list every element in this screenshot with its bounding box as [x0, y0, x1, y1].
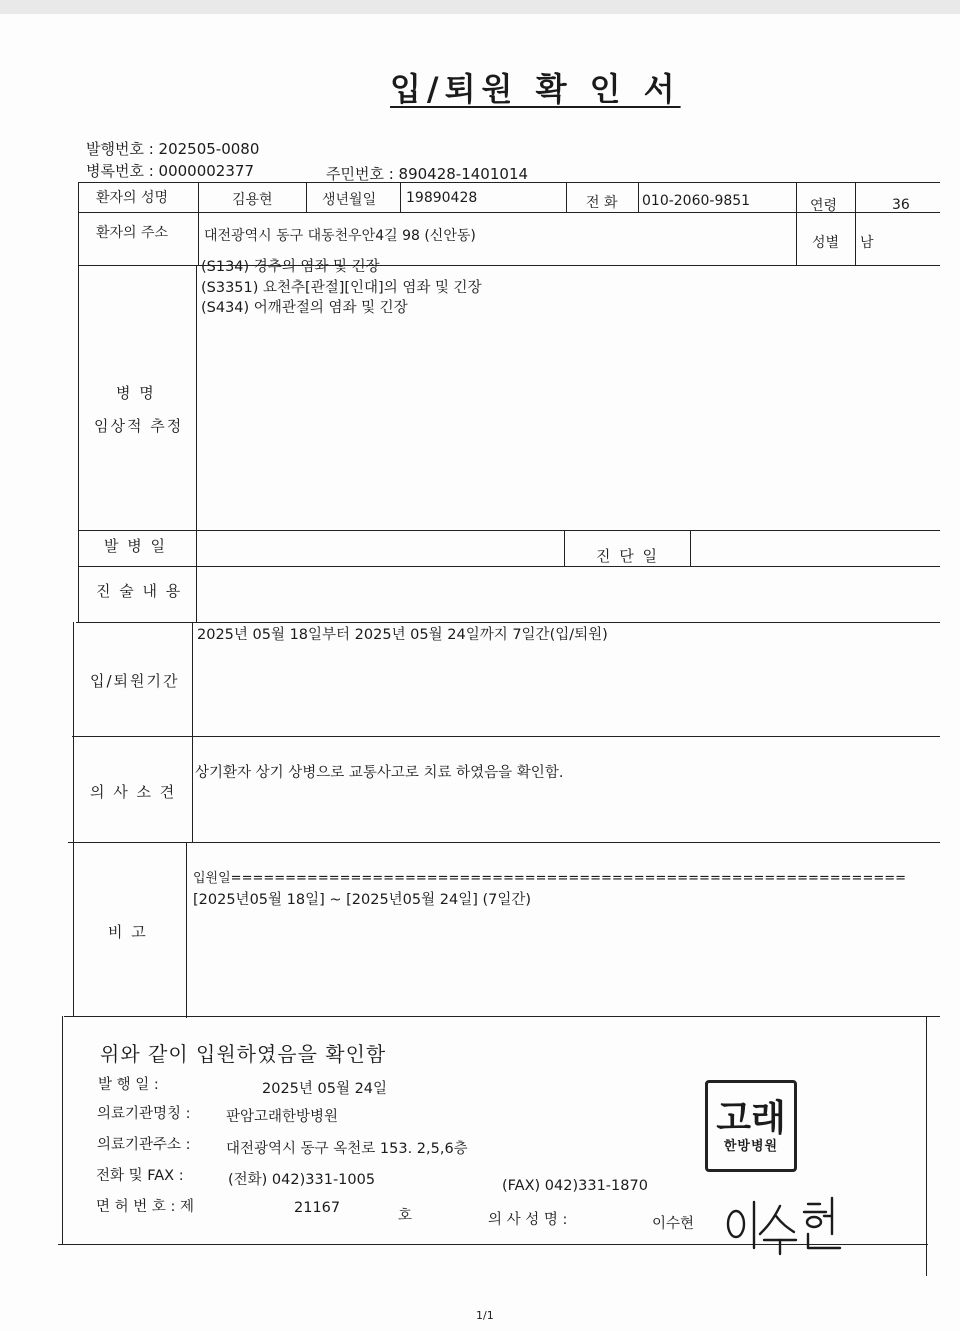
confirmation-statement: 위와 같이 입원하였음을 확인함 — [100, 1042, 387, 1066]
table-line — [400, 182, 401, 212]
patient-address: 대전광역시 동구 대동천우안4길 98 (신안동) — [204, 228, 476, 244]
period-label: 입/퇴원기간 — [90, 672, 180, 690]
institution-name: 판암고래한방병원 — [226, 1109, 339, 1125]
table-line — [64, 1016, 940, 1017]
opinion-label: 의 사 소 견 — [90, 783, 177, 801]
table-line — [78, 566, 940, 567]
diagnosis-line: (S3351) 요천추[관절][인대]의 염좌 및 긴장 — [201, 280, 482, 296]
doctor-signature — [720, 1188, 850, 1258]
institution-address-label: 의료기관주소 : — [97, 1137, 191, 1153]
table-line — [78, 530, 940, 531]
table-border-top — [78, 182, 940, 183]
doctor-name-label: 의 사 성 명 : — [488, 1212, 568, 1228]
institution-address: 대전광역시 동구 옥천로 153. 2,5,6층 — [226, 1141, 468, 1157]
seal-bottom-text: 한방병원 — [723, 1138, 779, 1154]
doctor-name: 이수현 — [652, 1216, 695, 1232]
onset-label: 발 병 일 — [104, 537, 168, 555]
diagnosis-label: 병 명 — [116, 384, 156, 402]
remarks-line: 입원일============================================================== — [193, 871, 907, 886]
table-line — [198, 182, 199, 266]
diagnosis-line: (S134) 경추의 염좌 및 긴장 — [201, 259, 380, 275]
phone-number: 010-2060-9851 — [642, 193, 751, 209]
chart-number: 병록번호 : 0000002377 — [86, 162, 254, 180]
license-label: 면 허 번 호 : 제 — [96, 1199, 194, 1215]
table-line — [76, 622, 940, 623]
institution-name-label: 의료기관명칭 : — [97, 1106, 191, 1122]
age-value: 36 — [892, 197, 910, 213]
clinical-estimate-label: 임상적 추정 — [94, 417, 184, 435]
hospital-seal-stamp — [705, 1080, 797, 1172]
table-border-left — [62, 1016, 63, 1244]
fax: (FAX) 042)331-1870 — [502, 1178, 648, 1194]
statement-label: 진 술 내 용 — [96, 582, 183, 600]
tel-fax-label: 전화 및 FAX : — [96, 1168, 184, 1184]
sex-label: 성별 — [812, 235, 840, 251]
table-line — [566, 182, 567, 212]
table-border-left — [78, 182, 79, 622]
seal-top-text: 고래 — [716, 1096, 786, 1139]
table-border-right — [926, 1016, 927, 1276]
sex-value: 남 — [860, 235, 874, 251]
table-line — [855, 182, 856, 266]
table-line — [564, 530, 565, 566]
period-value: 2025년 05월 18일부터 2025년 05월 24일까지 7일간(입/퇴원) — [197, 627, 608, 643]
table-line — [690, 530, 691, 566]
table-line — [186, 842, 187, 1018]
table-border-left — [73, 622, 74, 1017]
patient-name: 김용현 — [232, 192, 273, 208]
table-line — [72, 736, 940, 737]
diagnosis-line: (S434) 어깨관절의 염좌 및 긴장 — [201, 300, 408, 316]
address-label: 환자의 주소 — [96, 225, 169, 241]
patient-name-label: 환자의 성명 — [96, 190, 169, 206]
table-line — [196, 265, 197, 623]
table-line — [306, 182, 307, 212]
issue-date-label: 발 행 일 : — [98, 1077, 159, 1093]
table-line — [638, 182, 639, 212]
table-line — [796, 182, 797, 266]
opinion-value: 상기환자 상기 상병으로 교통사고로 치료 하였음을 확인함. — [195, 765, 564, 781]
age-label: 연령 — [810, 198, 838, 214]
table-line — [68, 842, 940, 843]
table-line — [192, 622, 193, 843]
birth-date: 19890428 — [406, 190, 478, 206]
license-number: 21167 — [294, 1200, 341, 1216]
document-title: 입/퇴원 확 인 서 — [390, 70, 681, 108]
phone-label: 전 화 — [586, 195, 618, 211]
telephone: (전화) 042)331-1005 — [228, 1172, 376, 1188]
license-suffix: 호 — [398, 1208, 413, 1224]
resident-number: 주민번호 : 890428-1401014 — [326, 165, 529, 183]
diagnosis-date-label: 진 단 일 — [596, 547, 660, 565]
page-number: 1/1 — [476, 1309, 494, 1322]
birth-label: 생년월일 — [322, 192, 377, 208]
issue-number: 발행번호 : 202505-0080 — [86, 140, 260, 158]
issue-date: 2025년 05월 24일 — [262, 1081, 388, 1097]
remarks-label: 비 고 — [108, 923, 148, 941]
remarks-line: [2025년05월 18일] ~ [2025년05월 24일] (7일간) — [193, 892, 532, 908]
